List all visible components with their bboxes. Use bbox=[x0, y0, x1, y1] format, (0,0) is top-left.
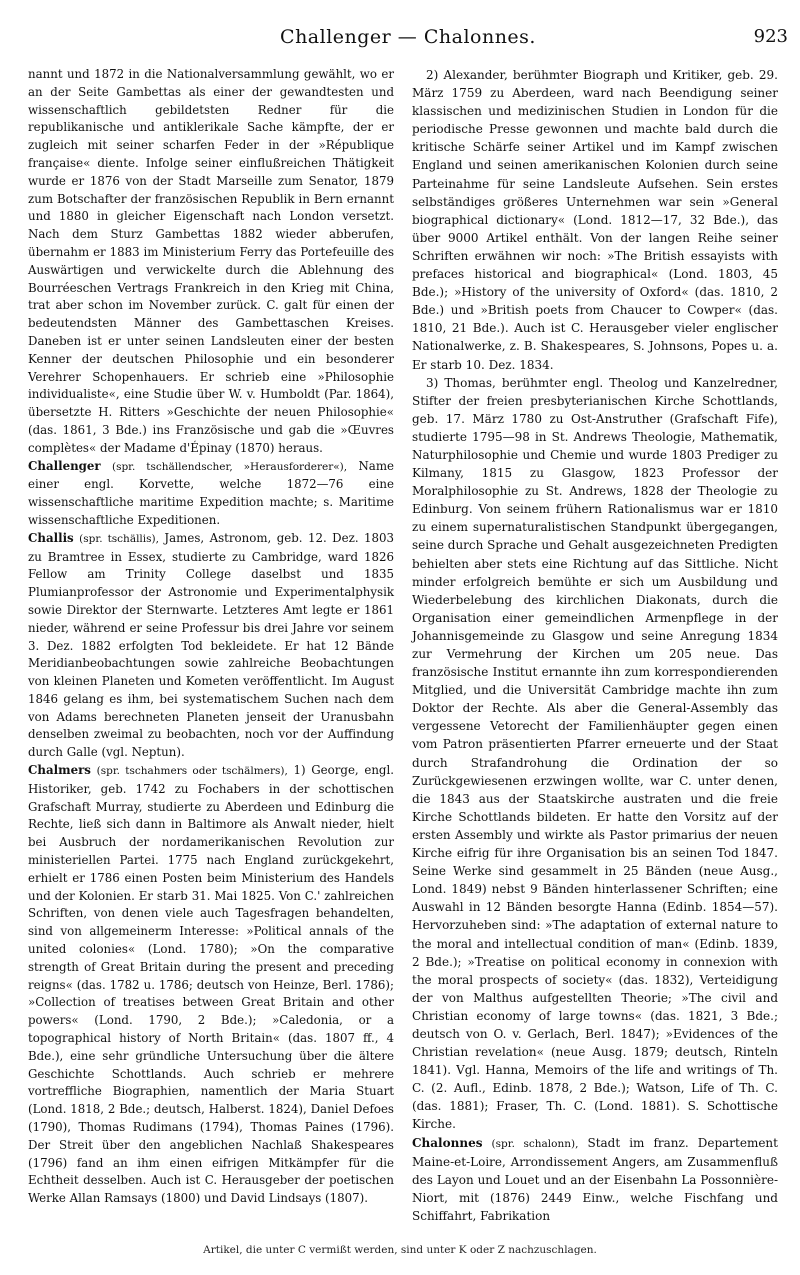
subentry-chalmers-thomas: 3) Thomas, berühmter engl. Theolog und Kanzelredner, Stifter der freien presbyterianischen Kirche Schottlands, geb. 17. März 1780 zu Ost-Anstruther (Grafschaft Fife), studierte 1795—98 in St. Andrews Theologie, Mathematik, Naturphilosophie und Chemie und wurde 1803 Prediger zu Kilmany, 1815 zu Glasgow, 1823 Professor der Moralphilosophie zu St. Andrews, 1828 der Theologie zu Edinburg. Von seinem frühern Rationalismus war er 1810 zu einem supernaturalistischen Standpunkt übergegangen, seine durch Sprache und Gehalt ausgezeichneten Predigten behielten aber stets eine Richtung auf das Sittliche. Nicht minder erfolgreich bemühte er sich um Ausbildung und Wiederbelebung des kirchlichen Diakonats, durch die Organisation einer gemeindlichen Armenpflege in der Johannisgemeinde zu Glasgow und seine Anregung 1834 zur Vermehrung der Kirchen um 205 neue. Das französische Institut ernannte ihn zum korrespondierenden Mitglied, und die Universität Cambridge machte ihn zum Doktor der Rechte. Als aber die General-Assembly das vergessene Vetorecht der Familienhäupter gegen einen vom Patron präsentierten Pfarrer erneuerte und der Staat durch Strafandrohung die Ordination der so Zurückgewiesenen erzwingen wollte, war C. unter denen, die 1843 aus der Staatskirche austraten und die freie Kirche Schottlands bildeten. Er hatte den Vorsitz auf der ersten Assembly und wirkte als Pastor primarius der neuen Kirche eifrig für ihre Organisation bis an seinen Tod 1847. Seine Werke sind gesammelt in 25 Bänden (neue Ausg., Lond. 1849) nebst 9 Bänden hinterlassener Schriften; eine Auswahl in 12 Bänden besorgte Hanna (Edinb. 1854—57). Hervorzuheben sind: »The adaptation of external nature to the moral and intellectual condition of man« (Edinb. 1839, 2 Bde.); »Treatise on political economy in connexion with the moral prospects of society« (das. 1832), Verteidigung der von Malthus aufgestellten Theorie; »The civil and Christian economy of large towns« (das. 1821, 3 Bde.; deutsch von O. v. Gerlach, Berl. 1847); »Evidences of the Christian revelation« (neue Ausg. 1879; deutsch, Rinteln 1841). Vgl. Hanna, Memoirs of the life and writings of Th. C. (2. Aufl., Edinb. 1878, 2 Bde.); Watson, Life of Th. C. (das. 1881); Fraser, Th. C. (Lond. 1881). S. Schottische Kirche. bbox=[412, 375, 778, 1132]
left-column bbox=[28, 66, 394, 1208]
lemma-challenger: Challenger bbox=[28, 458, 101, 473]
page-number: 923 bbox=[753, 26, 788, 47]
continued-entry-text: nannt und 1872 in die Nationalversammlung gewählt, wo er an der Seite Gambettas als einer der gewandtesten und wissenschaftlich gebildetsten Redner für die republikanische und antiklerikale Sache kämpfte, der er zugleich mit seiner scharfen Feder in der »République française« diente. Infolge seiner einflußreichen Thätigkeit wurde er 1876 von der Stadt Marseille zum Senator, 1879 zum Botschafter der französischen Republik in Bern ernannt und 1880 in gleicher Eigenschaft nach London versetzt. Nach dem Sturz Gambettas 1882 wieder abberufen, übernahm er 1883 im Ministerium Ferry das Portefeuille des Auswärtigen und verwickelte durch die Ablehnung des Bourréeschen Vertrags Frankreich in den Krieg mit China, trat aber schon im November zurück. C. galt für einen der bedeutendsten Männer des Gambettaschen Kreises. Daneben ist er unter seinen Landsleuten einer der besten Kenner der deutschen Philosophie und ein besonderer Verehrer Schopenhauers. Er schrieb eine »Philosophie individualiste«, eine Studie über W. v. Humboldt (Par. 1864), übersetzte H. Ritters »Geschichte der neuen Philosophie« (das. 1861, 3 Bde.) ins Französische und gab die »Œuvres complètes« der Madame d'Épinay (1870) heraus. bbox=[28, 67, 394, 455]
entry-chalonnes bbox=[412, 1134, 778, 1225]
entry-challis bbox=[28, 530, 394, 762]
entry-text-chalmers: 1) George, engl. Historiker, geb. 1742 zu Fochabers in der schottischen Grafschaft Murray, studierte zu Aberdeen und Edinburg die Rechte, ließ sich dann in Baltimore als Anwalt nieder, hielt bei Ausbruch der nordamerikanischen Revolution zur ministeriellen Partei. 1775 nach England zurückgekehrt, erhielt er 1786 einen Posten beim Ministerium des Handels und der Kolonien. Er starb 31. Mai 1825. Von C.' zahlreichen Schriften, von denen viele auch Tagesfragen behandelten, sind von allgemeinerm Interesse: »Political annals of the united colonies« (Lond. 1780); »On the comparative strength of Great Britain during the present and preceding reigns« (das. 1782 u. 1786; deutsch von Heinze, Berl. 1786); »Collection of treatises between Great Britain and other powers« (Lond. 1790, 2 Bde.); »Caledonia, or a topographical history of North Britain« (das. 1807 ff., 4 Bde.), eine sehr gründliche Untersuchung über die ältere Geschichte Schottlands. Auch schrieb er mehrere vortreffliche Biographien, namentlich der Maria Stuart (Lond. 1818, 2 Bde.; deutsch, Halberst. 1824), Daniel Defoes (1790), Thomas Rudimans (1794), Thomas Paines (1796). Der Streit über den angeblichen Nachlaß Shakespeares (1796) fand an ihm einen eifrigen Mitkämpfer für die Echtheit desselben. Auch ist C. Herausgeber der poetischen Werke Allan Ramsays (1800) und David Lindsays (1807). bbox=[28, 763, 394, 1206]
entry-text-challenger: Name einer engl. Korvette, welche 1872—76 eine wissenschaftliche maritime Expedition machte; s. Maritime wissenschaftliche Expeditionen. bbox=[28, 458, 394, 527]
page-footnote: Artikel, die unter C vermißt werden, sind unter K oder Z nachzuschlagen. bbox=[203, 1244, 597, 1256]
page-header bbox=[28, 20, 788, 56]
pronunciation-chalmers: (spr. tschahmers oder tschälmers), bbox=[96, 765, 288, 778]
lemma-challis: Challis bbox=[28, 530, 74, 545]
right-column bbox=[412, 66, 778, 1225]
pronunciation-challenger: (spr. tschällendscher, »Herausforderer«), bbox=[111, 460, 348, 473]
entry-text-challis: James, Astronom, geb. 12. Dez. 1803 zu Bramtree in Essex, studierte zu Cambridge, ward 1826 Fellow am Trinity College daselbst und 1835 Plumianprofessor der Astronomie und Experimentalphysik sowie Direktor der Sternwarte. Letzteres Amt legte er 1861 nieder, während er seine Professur bis drei Jahre vor seinem 3. Dez. 1882 erfolgten Tod bekleidete. Er hat 12 Bände Meridianbeobachtungen sowie zahlreiche Beobachtungen von kleinen Planeten und Kometen veröffentlicht. Im August 1846 gelang es ihm, bei systematischem Suchen nach dem von Adams berechneten Planeten jenseit der Uranusbahn denselben zweimal zu beobachten, noch vor der Auffindung durch Galle (vgl. Neptun). bbox=[28, 530, 395, 760]
entry-chalmers bbox=[28, 762, 394, 1208]
subentry-chalmers-alexander: 2) Alexander, berühmter Biograph und Kritiker, geb. 29. März 1759 zu Aberdeen, ward nach Beendigung seiner klassischen und medizinischen Studien in London für die periodische Presse gewonnen und machte bald durch die kritische Schärfe seiner Artikel und im Kampf zwischen England und seinen amerikanischen Kolonien durch seine Parteinahme für seine Landsleute Aufsehen. Sein erstes selbständiges größeres Unternehmen war sein »General biographical dictionary« (Lond. 1812—17, 32 Bde.), das über 9000 Artikel enthält. Von der langen Reihe seiner Schriften erwähnen wir noch: »The British essayists with prefaces historical and biographical« (Lond. 1803, 45 Bde.); »History of the university of Oxford« (das. 1810, 2 Bde.) und »British poets from Chaucer to Cowper« (das. 1810, 21 Bde.). Auch ist C. Herausgeber vieler englischer Nationalwerke, z. B. Shakespeares, S. Johnsons, Popes u. a. Er starb 10. Dez. 1834. bbox=[412, 68, 778, 372]
lemma-chalonnes: Chalonnes bbox=[412, 1135, 483, 1150]
entry-text-chalonnes: Stadt im franz. Departement Maine-et-Loire, Arrondissement Angers, am Zusammenfluß des Layon und Louet und an der Eisenbahn La Possonnière-Niort, mit (1876) 2449 Einw., welche Fischfang und Schiffahrt, Fabrikation bbox=[412, 1135, 778, 1223]
lemma-chalmers: Chalmers bbox=[28, 763, 91, 778]
entry-challenger bbox=[28, 458, 394, 530]
pronunciation-challis: (spr. tschällis), bbox=[79, 532, 159, 545]
pronunciation-chalonnes: (spr. schalonn), bbox=[491, 1137, 579, 1150]
running-title: Challenger — Chalonnes. bbox=[280, 26, 536, 48]
